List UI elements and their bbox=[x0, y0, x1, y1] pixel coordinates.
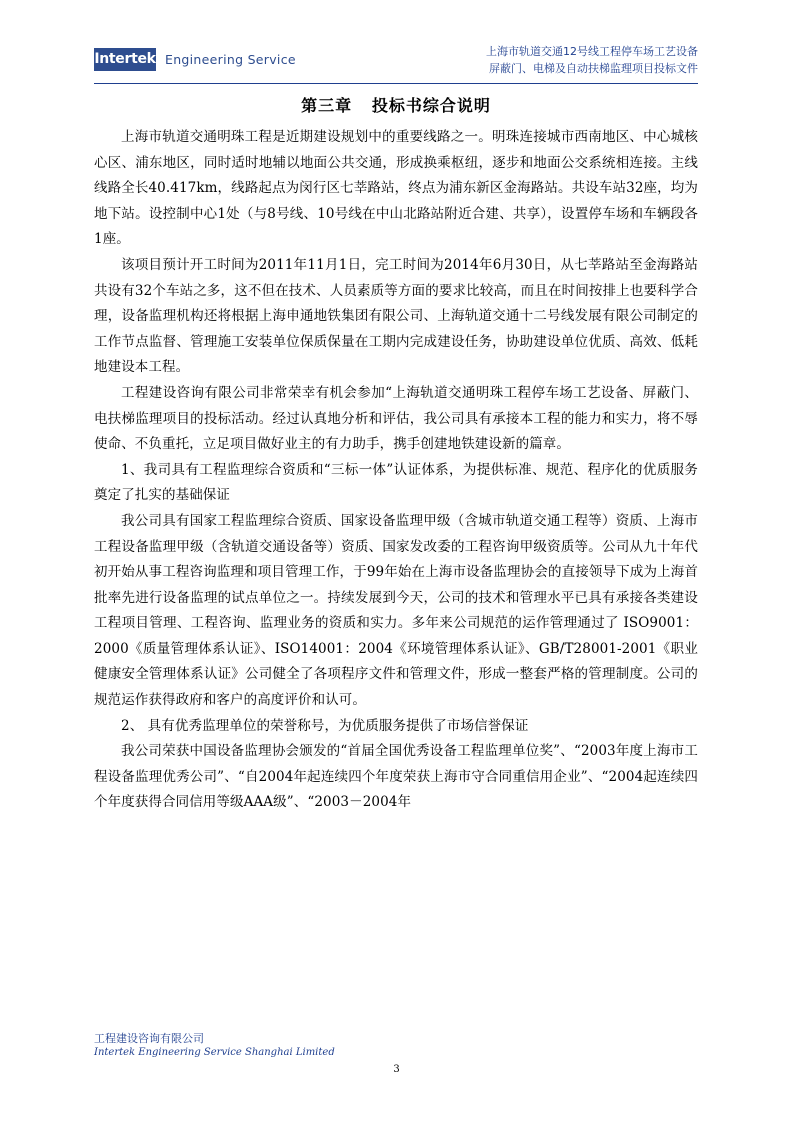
header-divider bbox=[94, 83, 698, 84]
footer-company-en: Intertek Engineering Service Shanghai Limited bbox=[94, 1047, 335, 1058]
chapter-title: 第三章 投标书综合说明 bbox=[301, 96, 491, 115]
section-heading-2: 2、 具有优秀监理单位的荣誉称号，为优质服务提供了市场信誉保证 bbox=[121, 717, 529, 734]
project-title-line-2: 屏蔽门、电梯及自动扶梯监理项目投标文件 bbox=[489, 62, 698, 75]
page-footer bbox=[94, 1031, 698, 1060]
section-heading-1: 1、我司具有工程监理综合资质和“三标一体”认证体系，为提供标准、规范、程序化的优质服务奠定了扎实的基础保证 bbox=[94, 461, 698, 504]
intertek-logo: Intertek bbox=[94, 48, 156, 71]
page-header bbox=[94, 40, 698, 86]
paragraph-3: 工程建设咨询有限公司非常荣幸有机会参加“上海轨道交通明珠工程停车场工艺设备、屏蔽门、电扶梯监理项目的投标活动。经过认真地分析和评估，我公司具有承接本工程的能力和实力，将不辱使命、不负重托，立足项目做好业主的有力助手，携手创建地铁建设新的篇章。 bbox=[94, 384, 698, 453]
project-title-line-1: 上海市轨道交通12号线工程停车场工艺设备 bbox=[486, 45, 698, 58]
page-number: 3 bbox=[393, 1064, 400, 1075]
paragraph-2: 该项目预计开工时间为2011年11月1日，完工时间为2014年6月30日，从七莘路站至金海路站共设有32个车站之多，这不但在技术、人员素质等方面的要求比较高，而且在时间按排上也要科学合理，设备监理机构还将根据上海申通地铁集团有限公司、上海轨道交通十二号线发展有限公司制定的工作节点监督、管理施工安装单位保质保量在工期内完成建设任务，协助建设单位优质、高效、低耗地建设本工程。 bbox=[94, 256, 698, 376]
project-title bbox=[486, 43, 698, 77]
paragraph-4: 我公司具有国家工程监理综合资质、国家设备监理甲级（含城市轨道交通工程等）资质、上海市工程设备监理甲级（含轨道交通设备等）资质、国家发改委的工程咨询甲级资质等。公司从九十年代初开始从事工程咨询监理和项目管理工作，于99年始在上海市设备监理协会的直接领导下成为上海首批率先进行设备监理的试点单位之一。持续发展到今天，公司的技术和管理水平已具有承接各类建设工程项目管理、工程咨询、监理业务的资质和实力。多年来公司规范的运作管理通过了 ISO9001：2000《质量管理体系认证》、ISO14001：2004《环境管理体系认证》、GB/T28001-2001《职业健康安全管理体系认证》公司健全了各项程序文件和管理文件，形成一整套严格的管理制度。公司的规范运作获得政府和客户的高度评价和认可。 bbox=[94, 512, 698, 709]
brand-text: Engineering Service bbox=[165, 52, 296, 67]
paragraph-1: 上海市轨道交通明珠工程是近期建设规划中的重要线路之一。明珠连接城市西南地区、中心城核心区、浦东地区，同时适时地辅以地面公共交通，形成换乘枢纽，逐步和地面公交系统相连接。主线线路全长40.417km，线路起点为闵行区七莘路站，终点为浦东新区金海路站。共设车站32座，均为地下站。设控制中心1处（与8号线、10号线在中山北路站附近合建、共享），设置停车场和车辆段各 1座。 bbox=[94, 129, 698, 248]
document-body bbox=[94, 125, 698, 816]
footer-company-cn: 工程建设咨询有限公司 bbox=[94, 1032, 204, 1045]
paragraph-5: 我公司荣获中国设备监理协会颁发的“首届全国优秀设备工程监理单位奖”、“2003年度上海市工程设备监理优秀公司”、“自2004年起连续四个年度荣获上海市守合同重信用企业”、“2004起连续四个年度获得合同信用等级AAA级”、“2003－2004年 bbox=[94, 743, 698, 811]
